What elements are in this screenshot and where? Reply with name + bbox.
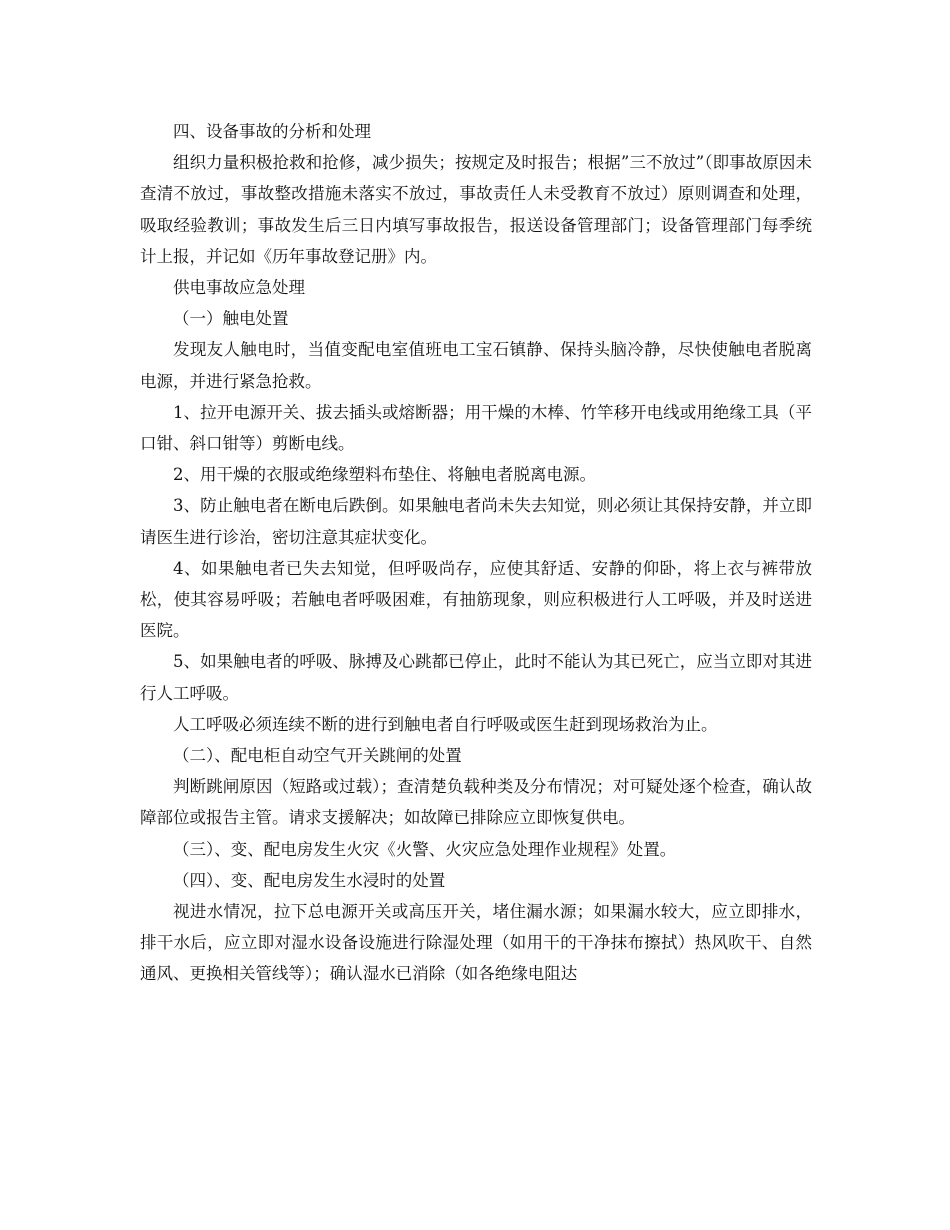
section-heading-power-emergency: 供电事故应急处理 bbox=[173, 278, 305, 298]
list-item-3: 3、防止触电者在断电后跌倒。如果触电者尚未失去知觉，则必须让其保持安静，并立即请医生进行诊治，密切注意其症状变化。 bbox=[140, 496, 812, 547]
subheading-electric-shock: （一）触电处置 bbox=[173, 309, 289, 329]
document-body bbox=[140, 116, 812, 990]
list-item-1: 1、拉开电源开关、拔去插头或熔断器；用干燥的木棒、竹竿移开电线或用绝缘工具（平口钳、斜口钳等）剪断电线。 bbox=[140, 402, 812, 454]
paragraph-artificial-respiration: 人工呼吸必须连续不断的进行到触电者自行呼吸或医生赶到现场救治为止。 bbox=[173, 714, 718, 734]
list-item-4: 4、如果触电者已失去知觉，但呼吸尚存，应使其舒适、安静的仰卧，将上衣与裤带放松，使其容易呼吸；若触电者呼吸困难，有抽筋现象，则应积极进行人工呼吸，并及时送进医院。 bbox=[140, 558, 812, 641]
list-item-5: 5、如果触电者的呼吸、脉搏及心跳都已停止，此时不能认为其已死亡，应当立即对其进行人工呼吸。 bbox=[140, 652, 812, 703]
paragraph-accident-handling: 组织力量积极抢救和抢修，减少损失；按规定及时报告；根据”三不放过”（即事故原因未查清不放过，事故整改措施未落实不放过，事故责任人未受教育不放过）原则调查和处理，吸取经验教训；事故发生后三日内填写事故报告，报送设备管理部门；设备管理部门每季统计上报，并记如《历年事故登记册》内。 bbox=[140, 153, 812, 266]
section-heading-equipment-accident: 四、设备事故的分析和处理 bbox=[173, 122, 371, 141]
paragraph-breaker-trip: 判断跳闸原因（短路或过载）；查清楚负载种类及分布情况；对可疑处逐个检查，确认故障部位或报告主管。请求支援解决；如故障已排除应立即恢复供电。 bbox=[140, 777, 812, 828]
subheading-fire: （三）、变、配电房发生火灾《火警、火灾应急处理作业规程》处置。 bbox=[173, 839, 677, 859]
paragraph-shock-intro: 发现友人触电时，当值变配电室值班电工宝石镇静、保持头脑冷静，尽快使触电者脱离电源，并进行紧急抢救。 bbox=[140, 340, 812, 391]
list-item-2: 2、用干燥的衣服或绝缘塑料布垫住、将触电者脱离电源。 bbox=[173, 465, 596, 485]
subheading-flooding: （四）、变、配电房发生水浸时的处置 bbox=[173, 870, 446, 890]
subheading-breaker-trip: （二）、配电柜自动空气开关跳闸的处置 bbox=[173, 746, 462, 766]
paragraph-flooding: 视进水情况，拉下总电源开关或高压开关，堵住漏水源；如果漏水较大，应立即排水，排干水后，应立即对湿水设备设施进行除湿处理（如用干的干净抹布擦拭）热风吹干、自然通风、更换相关管线等）；确认湿水已消除（如各绝缘电阻达 bbox=[140, 902, 812, 984]
